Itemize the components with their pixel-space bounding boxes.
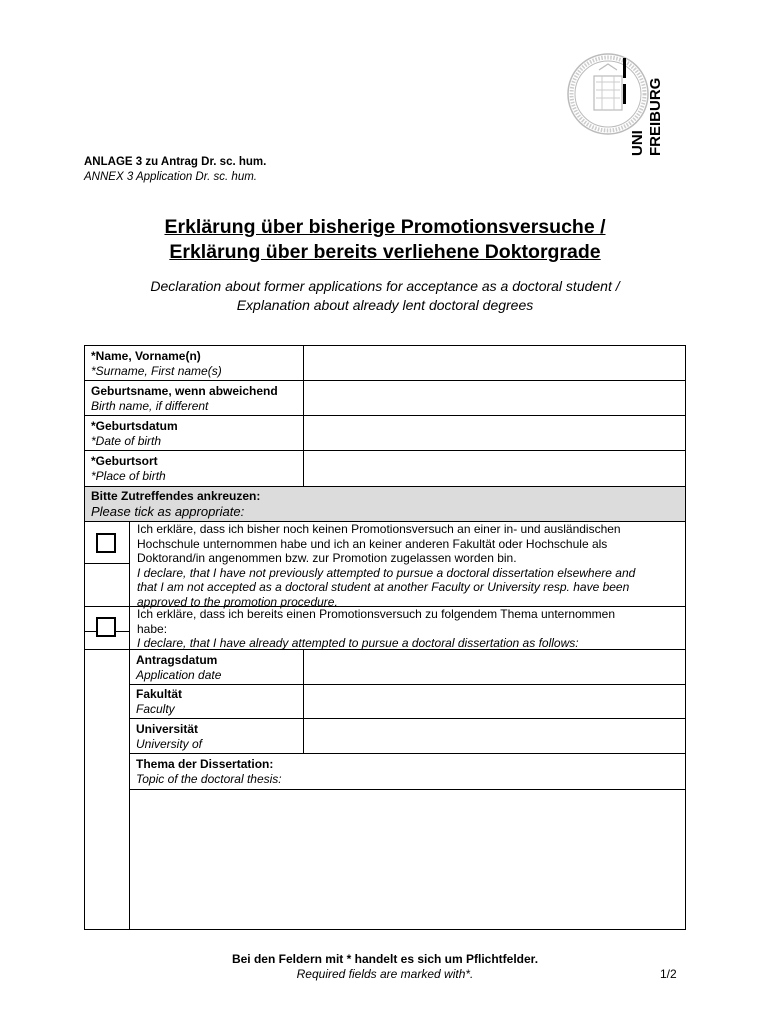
name-label-de: *Name, Vorname(n) [91, 349, 201, 363]
logo-line2: FREIBURG [647, 77, 664, 156]
subtitle-line1: Declaration about former applications for acceptance as a doctoral student / [150, 278, 620, 294]
university-logo [566, 52, 666, 162]
footer-required-de: Bei den Feldern mit * handelt es sich um Pflichtfelder. [231, 952, 539, 966]
birth-name-field[interactable] [304, 381, 685, 415]
name-label-en: *Surname, First name(s) [91, 364, 222, 378]
option1-de-line1: Ich erkläre, dass ich bisher noch keinen Promotionsversuch an einer in- und ausländischen [137, 522, 621, 536]
uni-freiburg-wordmark [620, 52, 666, 162]
option2-de-line1: Ich erkläre, dass ich bereits einen Promotionsversuch zu folgendem Thema unternommen [137, 607, 616, 621]
declaration-form [84, 345, 686, 930]
annex-de: ANLAGE 3 zu Antrag Dr. sc. hum. [84, 156, 267, 168]
university-label-en: University of [136, 737, 203, 751]
logo-line1: UNI [629, 130, 646, 156]
thesis-topic-field[interactable] [130, 790, 685, 929]
date-of-birth-label-en: *Date of birth [91, 434, 162, 448]
thesis-topic-label-en: Topic of the doctoral thesis: [136, 772, 282, 786]
name-label [91, 349, 222, 379]
date-of-birth-label-de: *Geburtsdatum [91, 419, 178, 433]
page-number: 1/2 [660, 967, 677, 981]
birth-name-label-de: Geburtsname, wenn abweichend [91, 384, 278, 398]
name-field[interactable] [304, 346, 685, 380]
option2-text [137, 607, 683, 651]
option2-checkbox[interactable] [96, 617, 116, 637]
option1-de-line2: Hochschule unternommen habe und ich an keiner anderen Fakultät oder Hochschule als [137, 536, 608, 551]
footer [84, 952, 686, 982]
thesis-topic-label-de: Thema der Dissertation: [136, 757, 274, 771]
title-line1: Erklärung über bisherige Promotionsversuche / [164, 216, 606, 238]
subtitle [84, 277, 686, 315]
option1-text [137, 522, 683, 609]
annex-header [84, 155, 266, 185]
university-label [136, 722, 202, 752]
subtitle-line2: Explanation about already lent doctoral degrees [236, 297, 534, 313]
date-of-birth-field[interactable] [304, 416, 685, 450]
university-field[interactable] [304, 719, 685, 753]
place-of-birth-label-en: *Place of birth [91, 469, 166, 483]
option2-en-line1: I declare, that I have already attempted to pursue a doctoral dissertation as follows: [137, 636, 579, 650]
option2-de-line2: habe: [137, 621, 168, 636]
faculty-label [136, 687, 182, 717]
date-of-birth-label [91, 419, 178, 449]
option1-de-line3: Doktorand/in angenommen bzw. zur Promotion zugelassen worden bin. [137, 551, 517, 565]
application-date-field[interactable] [304, 650, 685, 684]
place-of-birth-label-de: *Geburtsort [91, 454, 158, 468]
birth-name-label-en: Birth name, if different [91, 399, 209, 413]
annex-en: ANNEX 3 Application Dr. sc. hum. [84, 171, 257, 183]
footer-required-en: Required fields are marked with*. [296, 967, 474, 981]
option1-en-line2: that I am not accepted as a doctoral student at another Faculty or University resp. have been [137, 580, 630, 594]
university-label-de: Universität [136, 722, 199, 736]
faculty-label-en: Faculty [136, 702, 175, 716]
place-of-birth-label [91, 454, 166, 484]
document-title-block [84, 215, 686, 315]
birth-name-label [91, 384, 278, 414]
faculty-field[interactable] [304, 685, 685, 718]
application-date-label [136, 653, 221, 683]
application-date-label-en: Application date [136, 668, 222, 682]
tick-instruction-de: Bitte Zutreffendes ankreuzen: [91, 489, 261, 503]
thesis-topic-label [136, 757, 282, 787]
application-date-label-de: Antragsdatum [136, 653, 218, 667]
option1-en-line1: I declare, that I have not previously attempted to pursue a doctoral dissertation elsewhere and [137, 565, 636, 580]
option1-en-line3: approved to the promotion procedure. [137, 594, 338, 609]
title-line2: Erklärung über bereits verliehene Doktorgrade [169, 241, 601, 263]
place-of-birth-field[interactable] [304, 451, 685, 486]
tick-instruction-en: Please tick as appropriate: [91, 504, 245, 519]
option1-checkbox[interactable] [96, 533, 116, 553]
faculty-label-de: Fakultät [136, 687, 183, 701]
